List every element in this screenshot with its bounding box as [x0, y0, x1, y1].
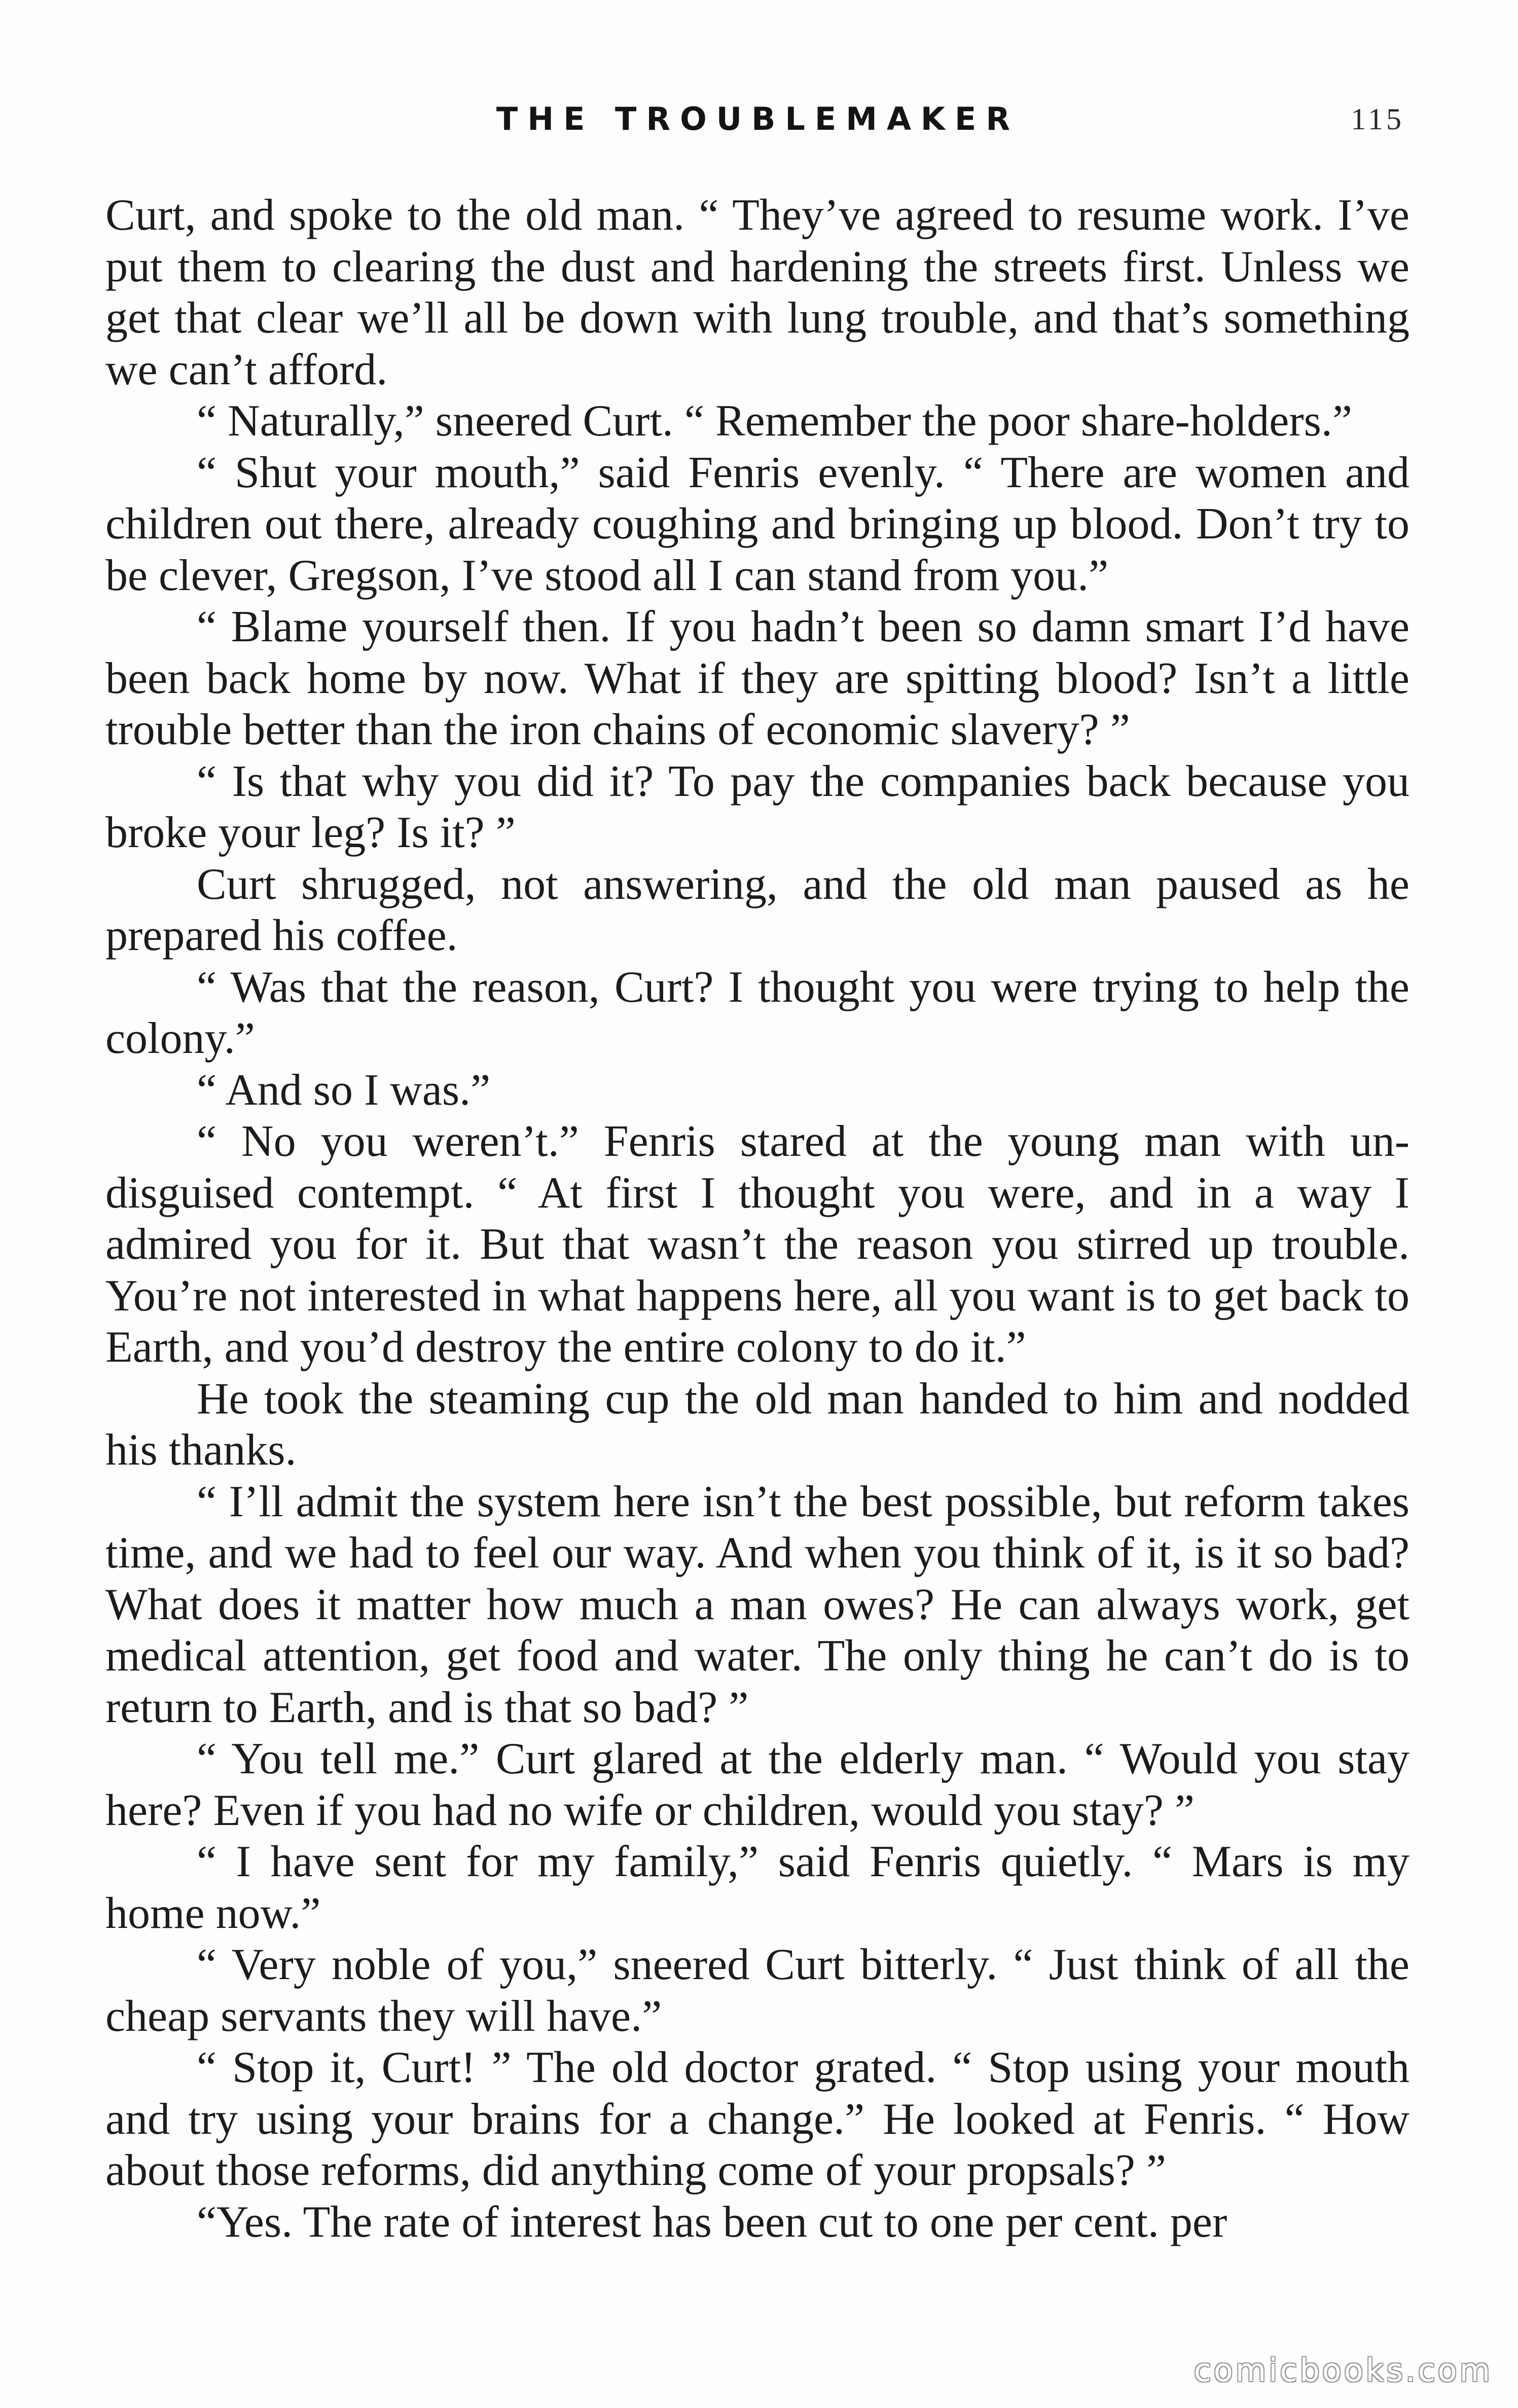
- paragraph: “ Blame yourself then. If you hadn’t been so damn smart I’d have been back home by now. What if they are spitting blood? Isn’t a little trouble better than the iron chains of economic slavery? ”: [105, 602, 1409, 754]
- paragraph: Curt shrugged, not answering, and the old man paused as he prepared his coffee.: [105, 859, 1409, 960]
- paragraph: “ Naturally,” sneered Curt. “ Remember the poor share-holders.”: [197, 396, 1352, 446]
- paragraph: “ And so I was.”: [197, 1065, 491, 1115]
- page-number: 115: [1351, 102, 1404, 136]
- paragraph: He took the steaming cup the old man handed to him and nodded his thanks.: [105, 1374, 1409, 1475]
- paragraph: “ No you weren’t.” Fenris stared at the young man with un-disguised contempt. “ At first I thought you were, and in a way I admired you for it. But that wasn’t the reason you stirred up trouble. You’re not interested in what happens here, all you want is to get back to Earth, and you’d destroy the entire colony to do it.”: [105, 1117, 1409, 1372]
- paragraph: “ Stop it, Curt! ” The old doctor grated. “ Stop using your mouth and try using your brains for a change.” He looked at Fenris. “ How about those reforms, did anything come of your propsals? ”: [105, 2043, 1409, 2195]
- paragraph: “ Is that why you did it? To pay the companies back because you broke your leg? Is it? ”: [105, 756, 1409, 857]
- paragraph: “Yes. The rate of interest has been cut to one per cent. per: [197, 2197, 1227, 2247]
- paragraph: “ Shut your mouth,” said Fenris evenly. “ There are women and children out there, already coughing and bringing up blood. Don’t try to be clever, Gregson, I’ve stood all I can stand from you.”: [105, 448, 1409, 600]
- running-title: THE TROUBLEMAKER: [496, 100, 1020, 137]
- paragraph: “ Was that the reason, Curt? I thought you were trying to help the colony.”: [105, 962, 1409, 1063]
- paragraph: Curt, and spoke to the old man. “ They’ve agreed to resume work. I’ve put them to clearing the dust and hardening the streets first. Unless we get that clear we’ll all be down with lung trouble, and that’s something we can’t afford.: [105, 191, 1409, 394]
- paragraph: “ I have sent for my family,” said Fenris quietly. “ Mars is my home now.”: [105, 1837, 1409, 1938]
- paragraph: “ I’ll admit the system here isn’t the best possible, but reform takes time, and we had to feel our way. And when you think of it, is it so bad? What does it matter how much a man owes? He can always work, get medical attention, get food and water. The only thing he can’t do is to return to Earth, and is that so bad? ”: [105, 1477, 1409, 1732]
- paragraph: “ Very noble of you,” sneered Curt bitterly. “ Just think of all the cheap servants they will have.”: [105, 1940, 1409, 2041]
- page-header: [106, 89, 1409, 150]
- site-watermark: comicbooks.com: [1194, 2352, 1493, 2389]
- body-text: [105, 190, 1409, 2248]
- paragraph: “ You tell me.” Curt glared at the elderly man. “ Would you stay here? Even if you had no wife or children, would you stay? ”: [105, 1734, 1409, 1835]
